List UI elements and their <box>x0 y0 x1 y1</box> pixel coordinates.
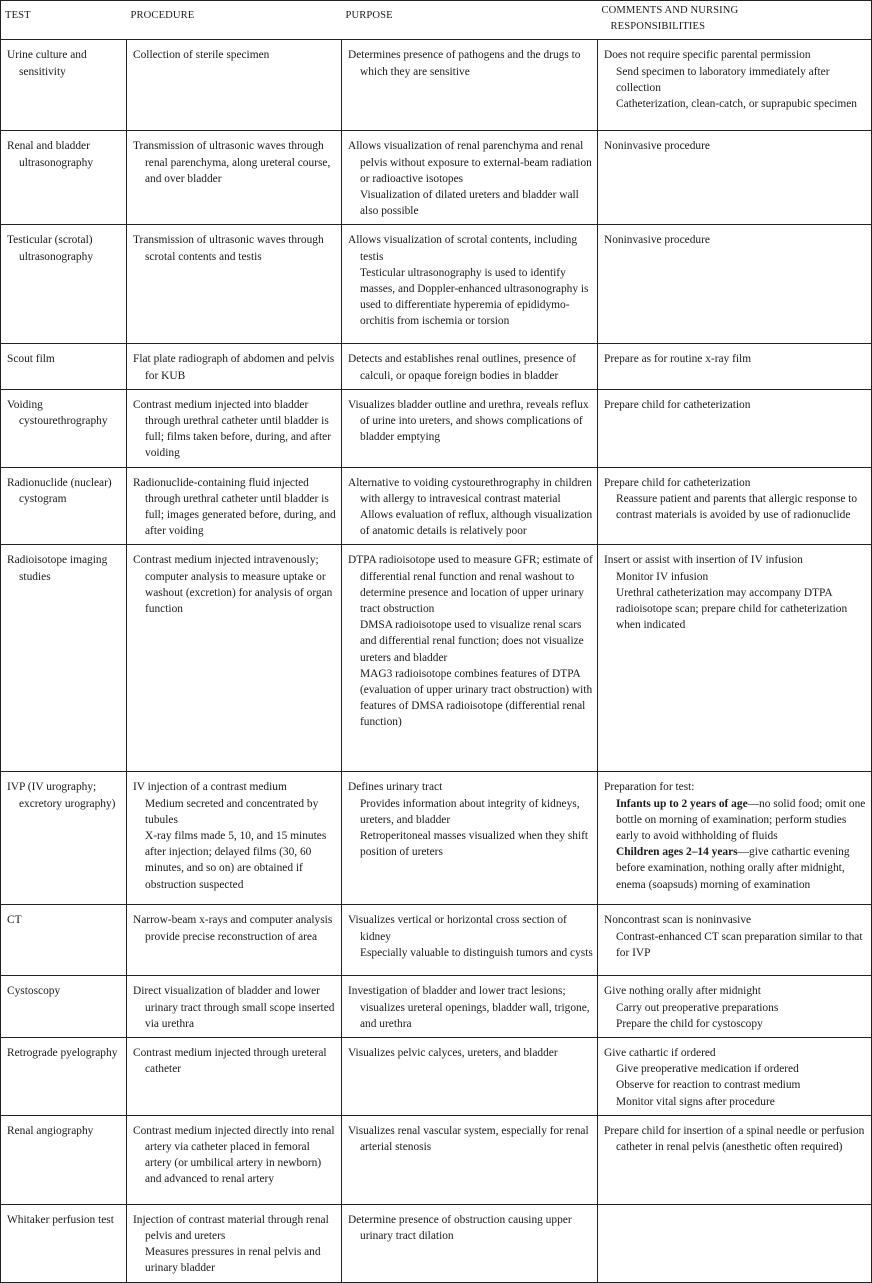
table-row <box>1 344 872 389</box>
cell-comments: Does not require specific parental permission Send specimen to laboratory immediately after collection Catheterization, clean-catch, or suprapubic specimen <box>598 40 872 131</box>
table-row <box>1 905 872 976</box>
cell-test: Retrograde pyelography <box>1 1038 127 1116</box>
header-comments <box>598 1 872 40</box>
cell-procedure: Narrow-beam x-rays and computer analysis provide precise reconstruction of area <box>127 905 342 976</box>
cell-test: Renal and bladder ultrasonography <box>1 131 127 225</box>
cell-comments: Insert or assist with insertion of IV infusion Monitor IV infusion Urethral catheterization may accompany DTPA radioisotope scan; prepare child for catheterization when indicated <box>598 545 872 772</box>
cell-procedure: Direct visualization of bladder and lower urinary tract through small scope inserted via urethra <box>127 976 342 1038</box>
header-procedure: PROCEDURE <box>127 1 342 40</box>
cell-purpose: Visualizes renal vascular system, especially for renal arterial stenosis <box>342 1115 598 1204</box>
cell-purpose: Allows visualization of renal parenchyma and renal pelvis without exposure to external-beam radiation or radioactive isotopes Visualization of dilated ureters and bladder wall also possible <box>342 131 598 225</box>
header-comments-line2: RESPONSIBILITIES <box>610 21 706 33</box>
table-row <box>1 772 872 905</box>
table-row <box>1 545 872 772</box>
table-row <box>1 225 872 344</box>
cell-purpose: Alternative to voiding cystourethrography in children with allergy to intravesical contrast material Allows evaluation of reflux, although visualization of anatomic details is relatively poor <box>342 467 598 545</box>
cell-comments: Noninvasive procedure <box>598 225 872 344</box>
cell-purpose: Visualizes bladder outline and urethra, reveals reflux of urine into ureters, and shows complications of bladder emptying <box>342 389 598 467</box>
cell-test: CT <box>1 905 127 976</box>
cell-test: Cystoscopy <box>1 976 127 1038</box>
cell-purpose: Detects and establishes renal outlines, presence of calculi, or opaque foreign bodies in bladder <box>342 344 598 389</box>
table-row <box>1 976 872 1038</box>
cell-purpose: Investigation of bladder and lower tract lesions; visualizes ureteral openings, bladder wall, trigone, and urethra <box>342 976 598 1038</box>
cell-procedure: Radionuclide-containing fluid injected through urethral catheter until bladder is full; images generated before, during, and after voiding <box>127 467 342 545</box>
cell-comments: Prepare as for routine x-ray film <box>598 344 872 389</box>
cell-test: Voiding cystourethrography <box>1 389 127 467</box>
cell-procedure: Flat plate radiograph of abdomen and pelvis for KUB <box>127 344 342 389</box>
cell-purpose: Determine presence of obstruction causing upper urinary tract dilation <box>342 1204 598 1282</box>
cell-test: Urine culture and sensitivity <box>1 40 127 131</box>
cell-procedure: Contrast medium injected intravenously; computer analysis to measure uptake or washout (excretion) for analysis of organ function <box>127 545 342 772</box>
cell-comments: Prepare child for catheterization <box>598 389 872 467</box>
age-group-label: Children ages 2–14 years <box>616 846 738 859</box>
cell-purpose: Allows visualization of scrotal contents, including testis Testicular ultrasonography is used to identify masses, and Doppler-enhanced ultrasonography is used to differentiate hyperemia of epididymo-orchitis from ischemia or torsion <box>342 225 598 344</box>
cell-test: IVP (IV urography; excretory urography) <box>1 772 127 905</box>
cell-comments: Noncontrast scan is noninvasive Contrast-enhanced CT scan preparation similar to that for IVP <box>598 905 872 976</box>
table-row <box>1 40 872 131</box>
cell-purpose: Visualizes vertical or horizontal cross section of kidney Especially valuable to distinguish tumors and cysts <box>342 905 598 976</box>
table-row <box>1 467 872 545</box>
table-row <box>1 389 872 467</box>
table-row <box>1 1115 872 1204</box>
cell-comments <box>598 1204 872 1282</box>
cell-purpose: Determines presence of pathogens and the drugs to which they are sensitive <box>342 40 598 131</box>
cell-procedure: Contrast medium injected into bladder through urethral catheter until bladder is full; films taken before, during, and after voiding <box>127 389 342 467</box>
table-row <box>1 1038 872 1116</box>
cell-procedure: Collection of sterile specimen <box>127 40 342 131</box>
header-row <box>1 1 872 40</box>
cell-procedure: Transmission of ultrasonic waves through renal parenchyma, along ureteral course, and over bladder <box>127 131 342 225</box>
table-row <box>1 1204 872 1282</box>
cell-procedure: Injection of contrast material through renal pelvis and ureters Measures pressures in renal pelvis and urinary bladder <box>127 1204 342 1282</box>
cell-procedure: Transmission of ultrasonic waves through scrotal contents and testis <box>127 225 342 344</box>
cell-purpose: Visualizes pelvic calyces, ureters, and bladder <box>342 1038 598 1116</box>
table-row <box>1 131 872 225</box>
cell-comments: Prepare child for catheterization Reassure patient and parents that allergic response to contrast materials is avoided by use of radionuclide <box>598 467 872 545</box>
header-purpose: PURPOSE <box>342 1 598 40</box>
cell-comments: Give nothing orally after midnight Carry out preoperative preparations Prepare the child for cystoscopy <box>598 976 872 1038</box>
age-group-label: Infants up to 2 years of age <box>616 797 748 810</box>
cell-test: Whitaker perfusion test <box>1 1204 127 1282</box>
cell-procedure: IV injection of a contrast medium Medium secreted and concentrated by tubules X-ray films made 5, 10, and 15 minutes after injection; delayed films (30, 60 minutes, and so on) are obtained if obstruction suspected <box>127 772 342 905</box>
cell-test: Scout film <box>1 344 127 389</box>
cell-comments: Preparation for test: Infants up to 2 years of age—no solid food; omit one bottle on morning of examination; perform studies early to avoid withholding of fluids Children ages 2–14 years—give cathartic evening before examination, nothing orally after midnight, enema (soapsuds) morning of examination <box>598 772 872 905</box>
cell-procedure: Contrast medium injected directly into renal artery via catheter placed in femoral artery (or umbilical artery in newborn) and advanced to renal artery <box>127 1115 342 1204</box>
cell-test: Testicular (scrotal) ultrasonography <box>1 225 127 344</box>
table-body <box>1 40 872 1282</box>
header-comments-line1: COMMENTS AND NURSING <box>601 5 739 16</box>
cell-test: Radionuclide (nuclear) cystogram <box>1 467 127 545</box>
cell-purpose: DTPA radioisotope used to measure GFR; estimate of differential renal function and renal washout to determine presence and location of upper urinary tract obstruction DMSA radioisotope used to visualize renal scars and differential renal function; does not visualize ureters and bladder MAG3 radioisotope combines features of DTPA (evaluation of upper urinary tract obstruction) with features of DMSA radioisotope (differential renal function) <box>342 545 598 772</box>
cell-test: Renal angiography <box>1 1115 127 1204</box>
cell-comments: Noninvasive procedure <box>598 131 872 225</box>
cell-test: Radioisotope imaging studies <box>1 545 127 772</box>
cell-procedure: Contrast medium injected through ureteral catheter <box>127 1038 342 1116</box>
header-test: TEST <box>1 1 127 40</box>
cell-comments: Prepare child for insertion of a spinal needle or perfusion catheter in renal pelvis (anesthetic often required) <box>598 1115 872 1204</box>
cell-comments: Give cathartic if ordered Give preoperative medication if ordered Observe for reaction to contrast medium Monitor vital signs after procedure <box>598 1038 872 1116</box>
cell-purpose: Defines urinary tract Provides information about integrity of kidneys, ureters, and bladder Retroperitoneal masses visualized when they shift position of ureters <box>342 772 598 905</box>
